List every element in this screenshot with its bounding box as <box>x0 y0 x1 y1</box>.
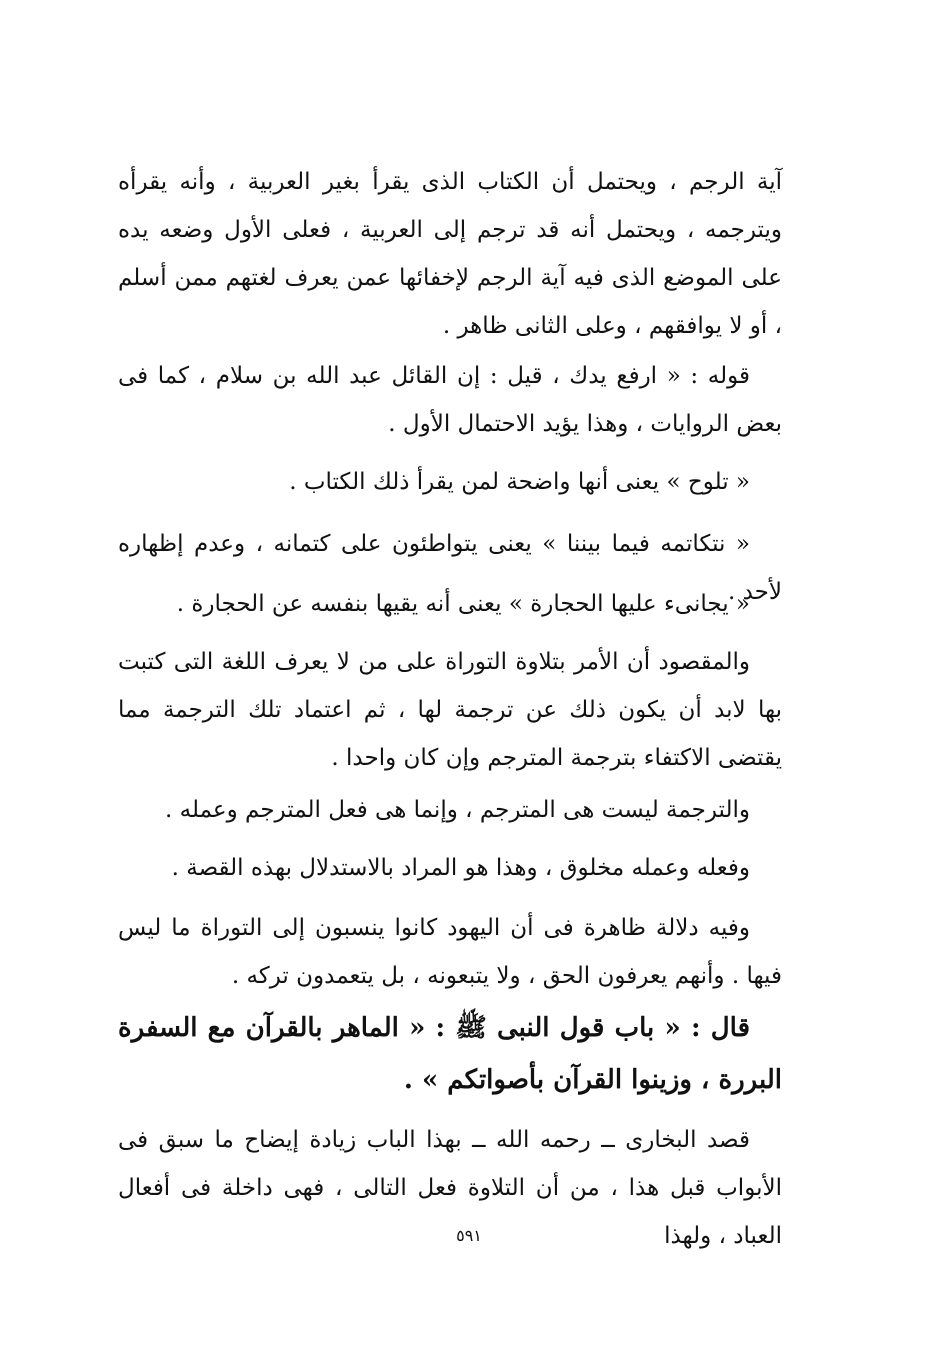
paragraph-5: « يجانىء عليها الحجارة » يعنى أنه يقيها بنفسه عن الحجارة . <box>176 591 750 617</box>
paragraph-6: والمقصود أن الأمر بتلاوة التوراة على من لا يعرف اللغة التى كتبت بها لابد أن يكون ذلك عن ترجمة لها ، ثم اعتماد تلك الترجمة مما يقتضى الاكتفاء بترجمة المترجم وإن كان واحدا . <box>118 649 782 771</box>
chapter-heading: قال : « باب قول النبى ﷺ : « الماهر بالقرآن مع السفرة البررة ، وزينوا القرآن بأصواتكم » . <box>118 1013 782 1095</box>
paragraph-9: وفيه دلالة ظاهرة فى أن اليهود كانوا ينسبون إلى التوراة ما ليس فيها . وأنهم يعرفون الحق ، ولا يتبعونه ، بل يتعمدون تركه . <box>118 915 782 989</box>
paragraph-7: والترجمة ليست هى المترجم ، وإنما هى فعل المترجم وعمله . <box>165 797 750 823</box>
paragraph-2: قوله : « ارفع يدك ، قيل : إن القائل عبد الله بن سلام ، كما فى بعض الروايات ، وهذا يؤيد الاحتمال الأول . <box>118 363 782 437</box>
paragraph-10: قصد البخارى ــ رحمه الله ــ بهذا الباب زيادة إيضاح ما سبق فى الأبواب قبل هذا ، من أن التلاوة فعل التالى ، فهى داخلة فى أفعال العباد ، ولهذا <box>118 1127 782 1249</box>
paragraph-1: آية الرجم ، ويحتمل أن الكتاب الذى يقرأ بغير العربية ، وأنه يقرأه ويترجمه ، ويحتمل أنه قد ترجم إلى العربية ، فعلى الأول وضعه يده على الموضع الذى فيه آية الرجم لإخفائها عمن يعرف لغتهم ممن أسلم ، أو لا يوافقهم ، وعلى الثانى ظاهر . <box>118 169 782 339</box>
page-number: ٥٩١ <box>456 1226 482 1245</box>
paragraph-8: وفعله وعمله مخلوق ، وهذا هو المراد بالاستدلال بهذه القصة . <box>171 855 750 881</box>
paragraph-4: « نتكاتمه فيما بيننا » يعنى يتواطئون على كتمانه ، وعدم إظهاره لأحد . <box>118 531 782 605</box>
paragraph-3: « تلوح » يعنى أنها واضحة لمن يقرأ ذلك الكتاب . <box>289 469 750 495</box>
